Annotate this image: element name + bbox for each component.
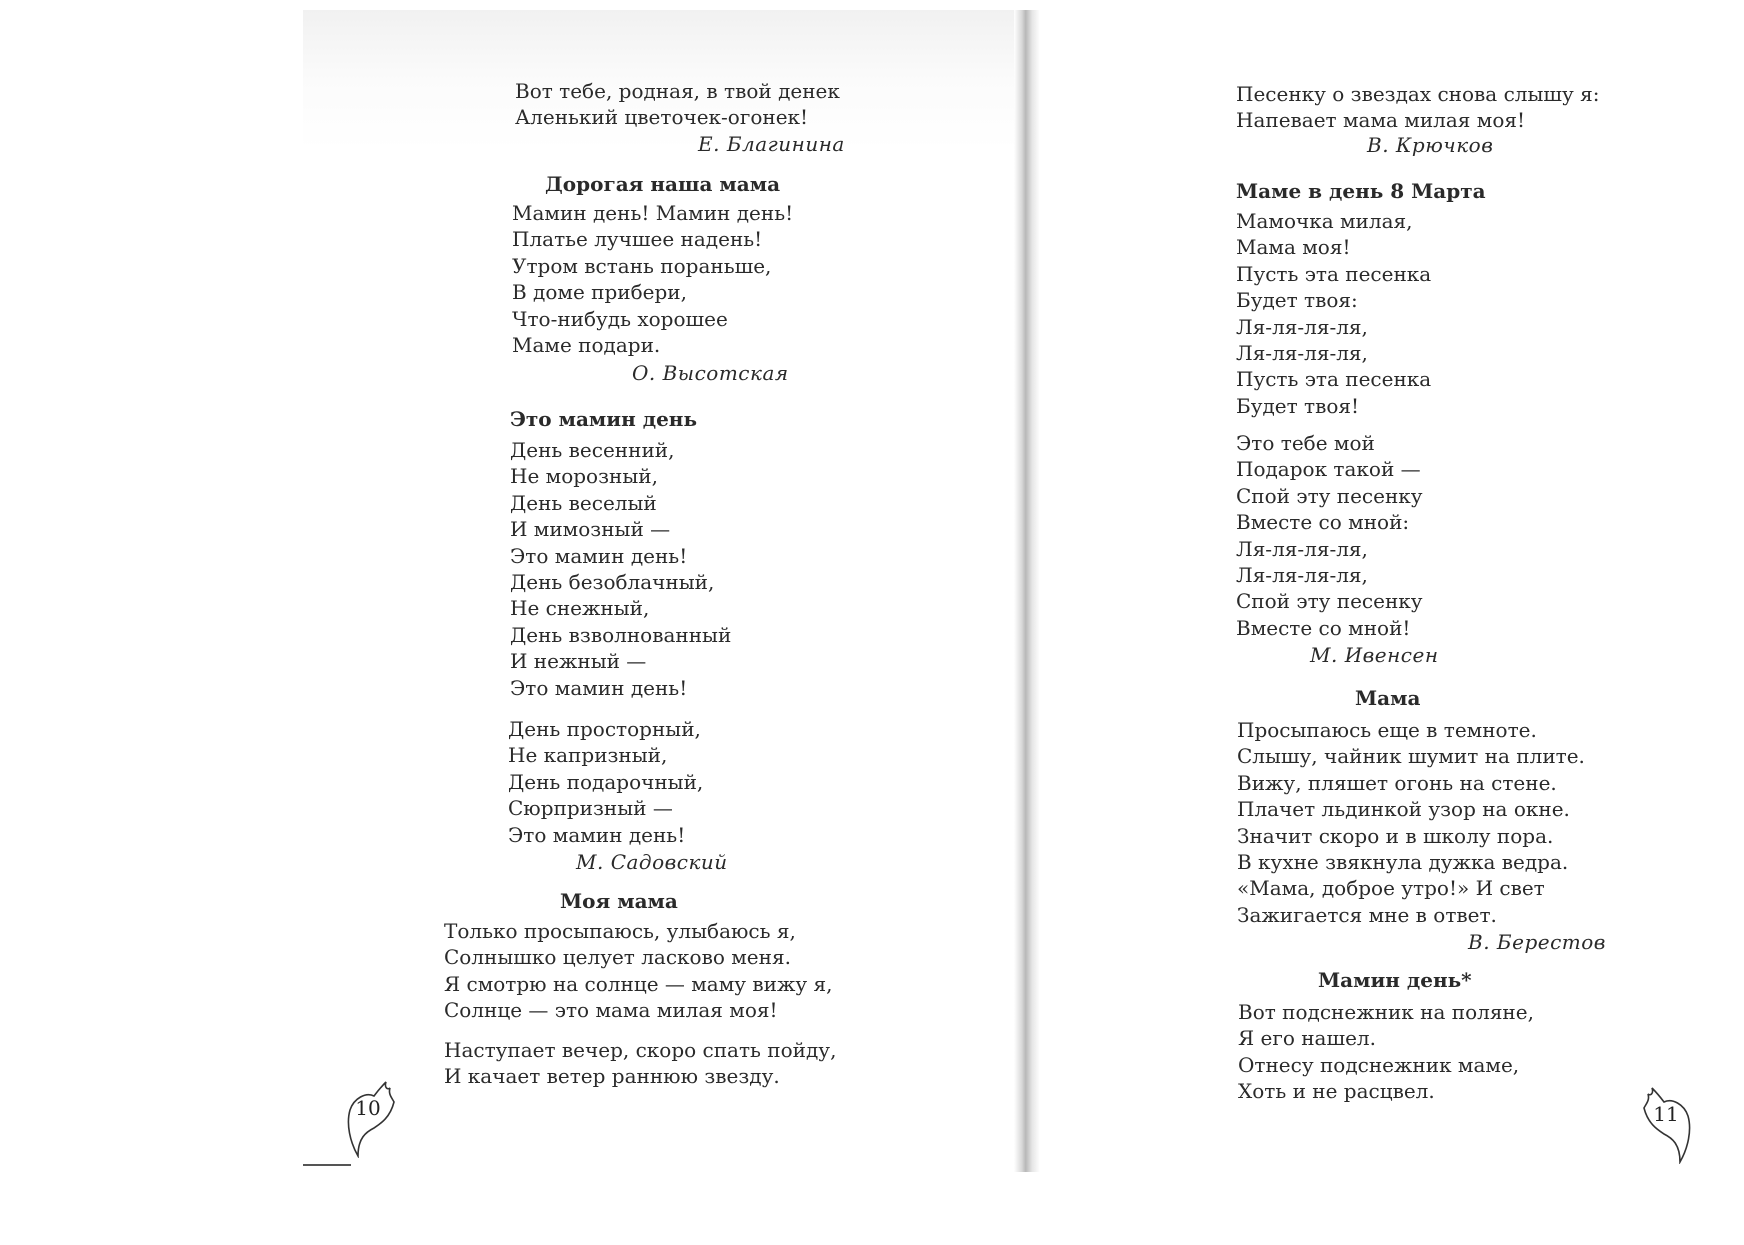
poem-title-mame-8-marta xyxy=(1236,178,1486,204)
poem-line: Спой эту песенку xyxy=(1236,589,1423,614)
poem-line: Мамин день! Мамин день! xyxy=(512,201,794,225)
poem-author: Е. Благинина xyxy=(698,132,845,156)
poem-line: Это мамин день! xyxy=(510,543,688,568)
poem-line: Вот тебе, родная, в твой денек xyxy=(515,79,840,103)
page-number-badge-right xyxy=(1642,1086,1694,1164)
poem-line: Не капризный, xyxy=(508,743,668,768)
poem-line: День веселый xyxy=(510,490,657,515)
poem-mame-8-marta-author xyxy=(1310,642,1439,668)
poem-line: Ля-ля-ля-ля, xyxy=(1236,340,1368,365)
poem-title: Это мамин день xyxy=(510,407,698,431)
poem-line: Мама моя! xyxy=(1236,235,1351,260)
poem-title-mamin-den xyxy=(1318,967,1472,993)
book-spine xyxy=(1014,10,1040,1172)
poem-title-eto-mamin-den xyxy=(510,406,697,432)
poem-line: Это тебе мой xyxy=(1236,431,1375,455)
poem-line: День просторный, xyxy=(508,717,701,741)
poem-line: Что-нибудь хорошее xyxy=(512,306,728,331)
poem-line: Просыпаюсь еще в темноте. xyxy=(1237,718,1537,742)
poem-moya-mama-stanza2 xyxy=(444,1037,836,1090)
poem-line: Только просыпаюсь, улыбаюсь я, xyxy=(444,919,796,943)
poem-author: М. Садовский xyxy=(576,850,728,874)
poem-line: Я смотрю на солнце — маму вижу я, xyxy=(444,971,833,996)
poem-line: В доме прибери, xyxy=(512,280,687,305)
right-top-fragment xyxy=(1236,81,1599,134)
poem-mamin-den-body xyxy=(1238,999,1534,1105)
poem-line: Аленький цветочек-огонек! xyxy=(515,105,809,130)
poem-dorogaya-body xyxy=(512,200,793,358)
poem-title: Моя мама xyxy=(560,889,678,913)
poem-line: День подарочный, xyxy=(508,769,704,794)
poem-title: Дорогая наша мама xyxy=(545,172,781,196)
poem-line: Слышу, чайник шумит на плите. xyxy=(1237,744,1585,769)
poem-line: Вместе со мной! xyxy=(1236,615,1411,640)
page-edge-line xyxy=(303,1164,351,1166)
poem-line: Солнышко целует ласково меня. xyxy=(444,945,791,970)
poem-line: Плачет льдинкой узор на окне. xyxy=(1237,797,1570,822)
poem-line: Платье лучшее надень! xyxy=(512,227,763,252)
poem-title-mama xyxy=(1355,685,1420,711)
poem-line: И качает ветер раннюю звезду. xyxy=(444,1064,780,1089)
poem-dorogaya-author xyxy=(632,360,789,386)
poem-line: В кухне звякнула дужка ведра. xyxy=(1237,849,1569,874)
poem-author: О. Высотская xyxy=(632,361,789,385)
poem-line: Зажигается мне в ответ. xyxy=(1237,902,1497,927)
poem-line: Сюрпризный — xyxy=(508,796,673,821)
poem-line: Ля-ля-ля-ля, xyxy=(1236,562,1368,587)
poem-line: День взволнованный xyxy=(510,622,732,647)
poem-line: Вместе со мной: xyxy=(1236,510,1410,535)
poem-line: Наступает вечер, скоро спать пойду, xyxy=(444,1038,837,1062)
poem-line: Спой эту песенку xyxy=(1236,483,1423,508)
page-number: 10 xyxy=(355,1096,381,1120)
poem-line: Мамочка милая, xyxy=(1236,209,1413,233)
poem-line: Вот подснежник на поляне, xyxy=(1238,1000,1534,1024)
poem-line: Значит скоро и в школу пора. xyxy=(1237,823,1554,848)
poem-title: Мамин день* xyxy=(1318,968,1472,992)
poem-line: День весенний, xyxy=(510,438,675,462)
poem-line: И мимозный — xyxy=(510,517,671,542)
poem-line: Не снежный, xyxy=(510,596,650,621)
page-number-badge-left xyxy=(344,1080,396,1158)
poem-line: Будет твоя! xyxy=(1236,393,1360,418)
poem-line: Ля-ля-ля-ля, xyxy=(1236,536,1368,561)
poem-author: В. Крючков xyxy=(1367,133,1494,157)
left-top-fragment xyxy=(515,78,840,131)
poem-line: Я его нашел. xyxy=(1238,1026,1376,1051)
poem-line: Маме подари. xyxy=(512,332,661,357)
poem-eto-mamin-den-stanza2 xyxy=(508,716,703,848)
poem-eto-mamin-den-stanza1 xyxy=(510,437,731,701)
poem-line: Это мамин день! xyxy=(510,675,688,700)
poem-mama-body xyxy=(1237,717,1585,928)
poem-line: Напевает мама милая моя! xyxy=(1236,108,1526,133)
poem-line: Песенку о звездах снова слышу я: xyxy=(1236,82,1600,106)
right-top-author xyxy=(1367,132,1493,158)
poem-title-moya-mama xyxy=(560,888,678,914)
poem-line: Хоть и не расцвел. xyxy=(1238,1079,1435,1104)
poem-mama-author xyxy=(1468,929,1606,955)
poem-author: В. Берестов xyxy=(1468,930,1606,954)
poem-line: Ля-ля-ля-ля, xyxy=(1236,314,1368,339)
page-number: 11 xyxy=(1653,1102,1679,1126)
poem-line: Вижу, пляшет огонь на стене. xyxy=(1237,770,1557,795)
poem-line: И нежный — xyxy=(510,649,647,674)
poem-line: Будет твоя: xyxy=(1236,288,1358,313)
poem-line: Это мамин день! xyxy=(508,822,686,847)
poem-line: «Мама, доброе утро!» И свет xyxy=(1237,876,1545,901)
poem-line: Пусть эта песенка xyxy=(1236,261,1432,286)
poem-title: Маме в день 8 Марта xyxy=(1236,179,1486,203)
poem-mame-8-marta-stanza2 xyxy=(1236,430,1423,641)
poem-mame-8-marta-stanza1 xyxy=(1236,208,1431,419)
poem-eto-mamin-den-author xyxy=(576,849,728,875)
poem-line: Не морозный, xyxy=(510,464,658,489)
poem-line: Подарок такой — xyxy=(1236,457,1421,482)
poem-line: Утром встань пораньше, xyxy=(512,253,772,278)
poem-title-dorogaya xyxy=(545,171,780,197)
poem-line: Пусть эта песенка xyxy=(1236,367,1432,392)
left-top-author xyxy=(698,131,845,157)
poem-moya-mama-stanza1 xyxy=(444,918,833,1024)
poem-author: М. Ивенсен xyxy=(1310,643,1439,667)
poem-line: День безоблачный, xyxy=(510,569,715,594)
poem-line: Солнце — это мама милая моя! xyxy=(444,998,778,1023)
poem-line: Отнесу подснежник маме, xyxy=(1238,1052,1520,1077)
poem-title: Мама xyxy=(1355,686,1421,710)
